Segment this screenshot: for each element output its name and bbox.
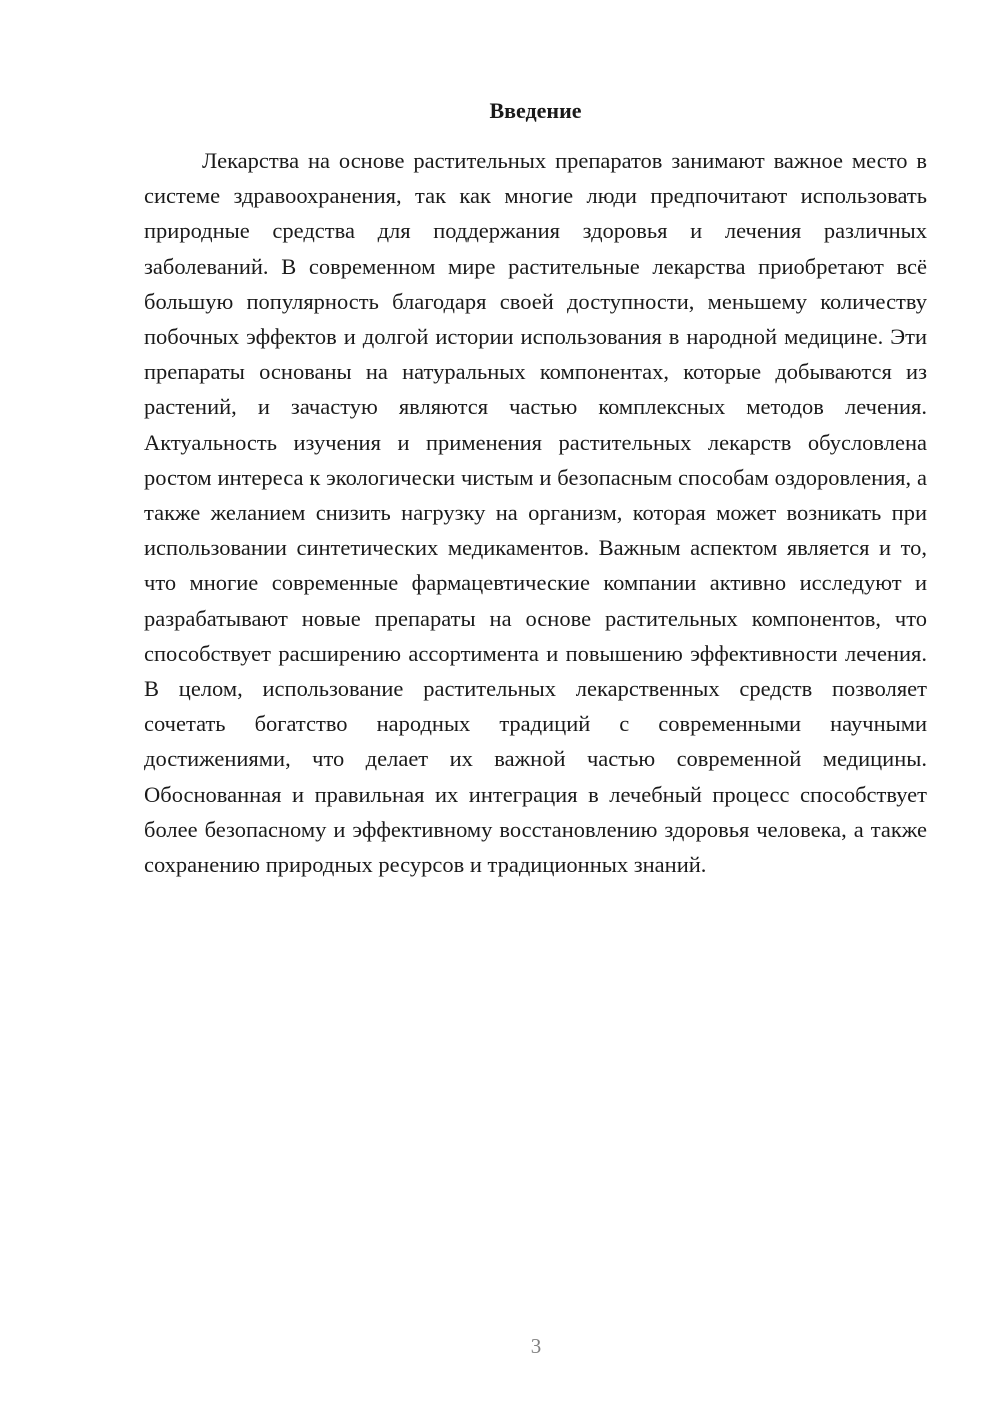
page-title: Введение	[489, 98, 582, 123]
page-number: 3	[530, 1334, 542, 1358]
body-paragraph: Лекарства на основе растительных препаратов занимают важное место в системе здравоохранения, так как многие люди предпочитают использовать природные средства для поддержания здоровья и лечения различных заболеваний. В современном мире растительные лекарства приобретают всё большую популярность благодаря своей доступности, меньшему количеству побочных эффектов и долгой истории использования в народной медицине. Эти препараты основаны на натуральных компонентах, которые добываются из растений, и зачастую являются частью комплексных методов лечения. Актуальность изучения и применения растительных лекарств обусловлена ростом интереса к экологически чистым и безопасным способам оздоровления, а также желанием снизить нагрузку на организм, которая может возникать при использовании синтетических медикаментов. Важным аспектом является и то, что многие современные фармацевтические компании активно исследуют и разрабатывают новые препараты на основе растительных компонентов, что способствует расширению ассортимента и повышению эффективности лечения. В целом, использование растительных лекарственных средств позволяет сочетать богатство народных традиций с современными научными достижениями, что делает их важной частью современной медицины. Обоснованная и правильная их интеграция в лечебный процесс способствует более безопасному и эффективному восстановлению здоровья человека, а также сохранению природных ресурсов и традиционных знаний.	[144, 148, 927, 878]
